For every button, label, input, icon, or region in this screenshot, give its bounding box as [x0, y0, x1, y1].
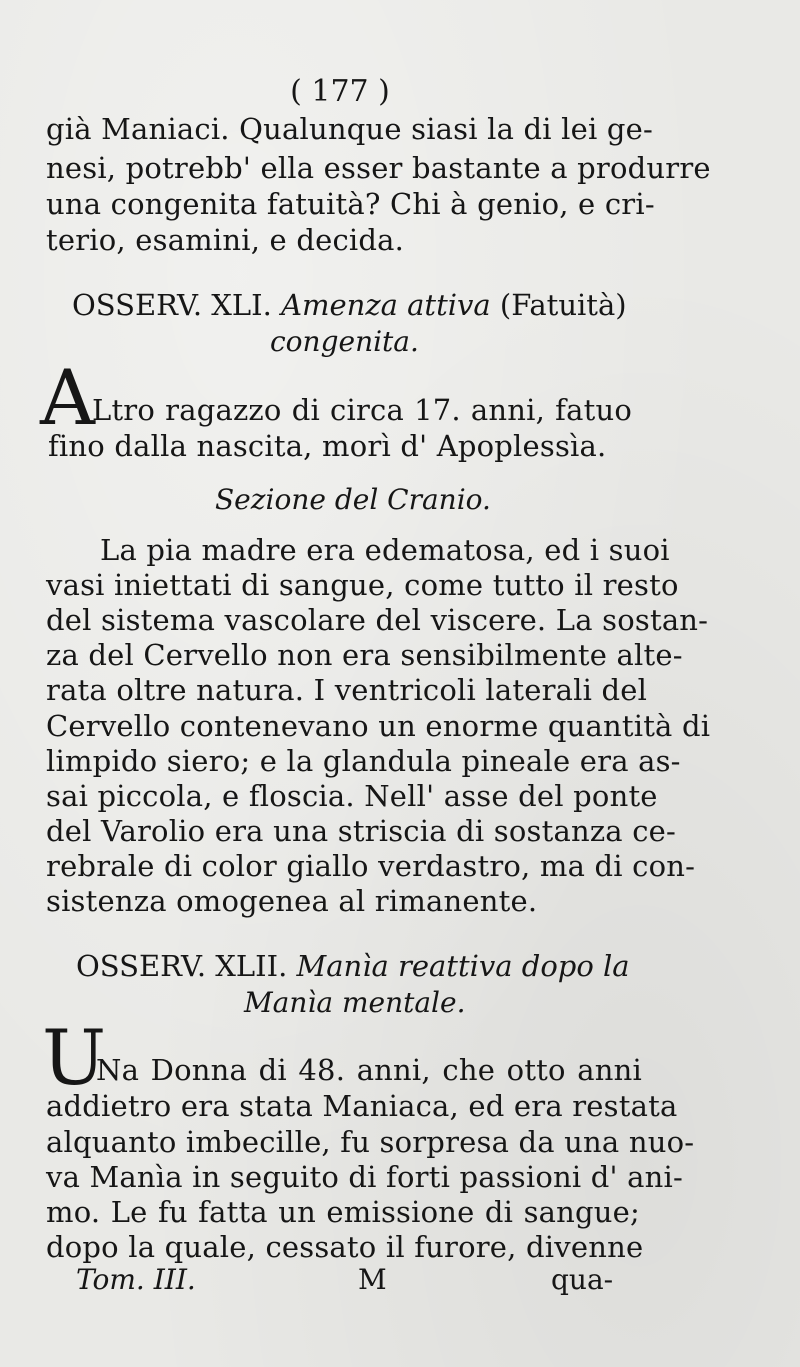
- text-line: va Manìa in seguito di forti passioni d' ani-: [46, 1160, 683, 1194]
- text-line: sistenza omogenea al rimanente.: [46, 884, 538, 918]
- observation-title-paren: (Fatuità): [499, 288, 627, 322]
- text-line: limpido siero; e la glandula pineale era as-: [46, 744, 681, 778]
- observation-label: OSSERV. XLII.: [76, 949, 288, 983]
- observation-title-line2: congenita.: [270, 325, 419, 358]
- text-line: Ltro ragazzo di circa 17. anni, fatuo: [92, 393, 632, 427]
- page-number: ( 177 ): [290, 74, 390, 109]
- observation-label: OSSERV. XLI.: [72, 288, 272, 322]
- text-line: dopo la quale, cessato il furore, divenne: [46, 1230, 644, 1264]
- drop-cap: U: [42, 1013, 107, 1102]
- observation-title-line2: Manìa mentale.: [244, 986, 466, 1019]
- text-line: vasi iniettati di sangue, come tutto il resto: [46, 568, 679, 602]
- volume-marker: Tom. III.: [76, 1263, 196, 1296]
- text-line: alquanto imbecille, fu sorpresa da una nuo-: [46, 1125, 695, 1159]
- text-line: rata oltre natura. I ventricoli laterali del: [46, 673, 648, 707]
- text-line: za del Cervello non era sensibilmente alte-: [46, 638, 683, 672]
- text-line: La pia madre era edematosa, ed i suoi: [100, 533, 670, 567]
- text-line: fino dalla nascita, morì d' Apoplessìa.: [48, 429, 607, 463]
- section-title: Sezione del Cranio.: [215, 483, 491, 516]
- observation-title: Amenza attiva: [281, 288, 491, 322]
- signature-mark: M: [358, 1263, 387, 1296]
- text-line: una congenita fatuità? Chi à genio, e cri-: [46, 187, 655, 221]
- text-line: addietro era stata Maniaca, ed era restata: [46, 1089, 678, 1123]
- text-line: del sistema vascolare del viscere. La sostan-: [46, 603, 709, 637]
- text-line: nesi, potrebb' ella esser bastante a produrre: [46, 151, 711, 185]
- text-line: mo. Le fu fatta un emissione di sangue;: [46, 1195, 640, 1229]
- observation-heading: [76, 948, 630, 984]
- observation-title: Manìa reattiva dopo la: [296, 949, 630, 983]
- text-line: sai piccola, e floscia. Nell' asse del ponte: [46, 779, 658, 813]
- text-line: Na Donna di 48. anni, che otto anni: [96, 1053, 642, 1087]
- observation-heading: [72, 287, 627, 323]
- text-line: del Varolio era una striscia di sostanza ce-: [46, 814, 677, 848]
- text-line: già Maniaci. Qualunque siasi la di lei ge-: [46, 112, 654, 146]
- text-line: rebrale di color giallo verdastro, ma di con-: [46, 849, 696, 883]
- catchword: qua-: [551, 1263, 614, 1296]
- text-line: terio, esamini, e decida.: [46, 223, 405, 257]
- text-line: Cervello contenevano un enorme quantità di: [46, 709, 711, 743]
- drop-cap: A: [40, 353, 95, 442]
